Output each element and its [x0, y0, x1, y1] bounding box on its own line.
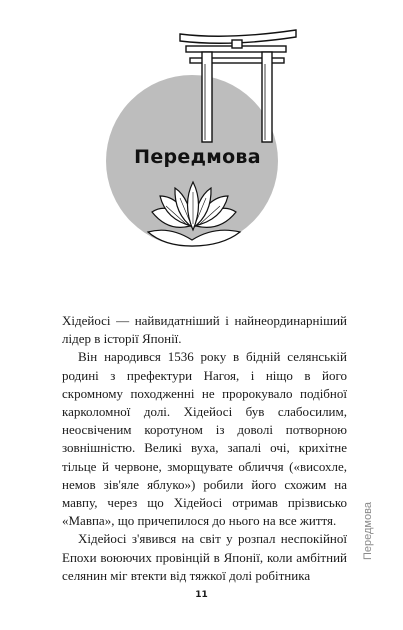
- body-text: [62, 312, 347, 585]
- paragraph: Хідейосі — найвидатніший і найнеординарніший лідер в історії Японії.: [62, 313, 347, 347]
- chapter-title: Передмова: [134, 146, 261, 168]
- paragraph: Хідейосі з'явився на світ у розпал неспокійної Епохи воюючих провінцій в Японії, коли амбітний селянин міг втекти від тяжкої долі робітника: [62, 531, 347, 583]
- page-number: 11: [195, 590, 208, 600]
- running-head: Передмова: [362, 502, 374, 560]
- paragraph: Він народився 1536 року в бідній селянській родині з префектури Нагоя, і ніщо в його скромному походженні не пророкувало подібної карколомної долі. Хідейосі був слабосилим, неосвіченим коротуном із доволі потворною зовнішністю. Великі вуха, запалі очі, крихітне тільце й червоне, зморщувате обличчя («висохле, немов зів'яле яблуко») робили його схожим на мавпу, через що Хідейосі отримав прізвисько «Мавпа», що причепилося до нього на все життя.: [62, 349, 347, 529]
